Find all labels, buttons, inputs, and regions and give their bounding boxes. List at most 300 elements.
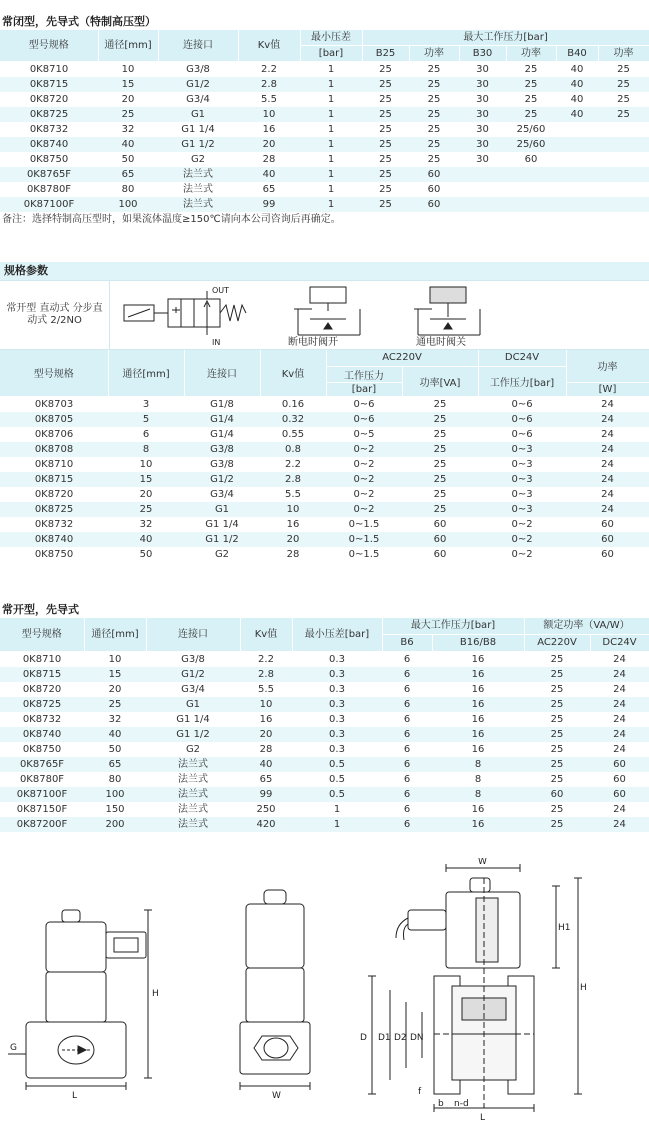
th-pow1: 功率 bbox=[409, 46, 459, 62]
table-cell: 60 bbox=[433, 518, 447, 530]
table-normally-open-direct bbox=[0, 350, 649, 562]
table-cell: 24 bbox=[613, 684, 626, 695]
table-cell: 24 bbox=[601, 458, 614, 470]
table-cell: 25 bbox=[409, 107, 459, 122]
table-cell: 60 bbox=[409, 197, 459, 212]
table-cell: G3/8 bbox=[184, 442, 260, 457]
table-cell: 25 bbox=[362, 77, 409, 92]
table-cell: 法兰式 bbox=[146, 817, 240, 832]
table-cell: 1 bbox=[327, 94, 335, 105]
table-cell: 20 bbox=[238, 137, 300, 152]
table-cell: 0~6 bbox=[326, 412, 402, 427]
table-cell: 25 bbox=[524, 757, 590, 772]
table-cell: 0K8780F bbox=[26, 184, 72, 195]
table-cell: 60 bbox=[409, 167, 459, 182]
table-cell: G1/2 bbox=[146, 667, 240, 682]
table-cell: 25 bbox=[598, 107, 649, 122]
table-cell: 40 bbox=[556, 77, 598, 92]
caption-close: 通电时阀关 bbox=[416, 337, 466, 348]
table-cell: 0~6 bbox=[478, 412, 566, 427]
table-cell: 0~2 bbox=[511, 548, 533, 560]
table-cell: 60 bbox=[590, 757, 649, 772]
table-row bbox=[0, 92, 649, 107]
table-cell: 0~1.5 bbox=[348, 518, 380, 530]
th3-model: 型号规格 bbox=[0, 618, 84, 652]
table-cell: 0K8710 bbox=[22, 654, 62, 665]
table-cell: 0K8740 bbox=[0, 727, 84, 742]
table-cell: 0K8710 bbox=[34, 458, 74, 470]
table-cell: 1 bbox=[327, 64, 335, 75]
table-row bbox=[0, 457, 649, 472]
table-cell: 0K8750 bbox=[34, 548, 74, 560]
table-cell: 25 bbox=[402, 472, 478, 487]
table-cell: 0K8708 bbox=[0, 442, 108, 457]
table-cell: G1 bbox=[146, 697, 240, 712]
section-3-title: 常开型，先导式 bbox=[2, 603, 79, 616]
table-cell: 16 bbox=[262, 124, 276, 135]
table-cell: 25 bbox=[550, 774, 564, 785]
table-cell: G1/8 bbox=[210, 398, 234, 410]
th-kv: Kv值 bbox=[238, 30, 300, 62]
table-row bbox=[0, 396, 649, 412]
table-cell: 40 bbox=[238, 167, 300, 182]
table-cell: 0~6 bbox=[511, 398, 533, 410]
spec-pictures bbox=[110, 281, 649, 349]
table-cell: 0K8750 bbox=[29, 154, 69, 165]
label-W-front: W bbox=[272, 1091, 281, 1101]
table-cell: G1/2 bbox=[184, 472, 260, 487]
table-cell: 6 bbox=[142, 428, 150, 440]
table-cell: 60 bbox=[601, 548, 614, 560]
table-cell: 20 bbox=[121, 94, 135, 105]
table-cell: 25 bbox=[402, 442, 478, 457]
table-cell: 0.3 bbox=[292, 667, 382, 682]
table-cell: 10 bbox=[240, 697, 292, 712]
table-row bbox=[0, 167, 649, 182]
th-model: 型号规格 bbox=[0, 30, 98, 62]
table-cell: 100 bbox=[98, 197, 158, 212]
table-cell: 40 bbox=[570, 64, 584, 75]
table-row bbox=[0, 197, 649, 212]
table-cell: 6 bbox=[382, 817, 432, 832]
table-cell: 25 bbox=[427, 94, 441, 105]
table-cell: 25 bbox=[409, 77, 459, 92]
table-row bbox=[0, 502, 649, 517]
table-cell: 60 bbox=[433, 548, 447, 560]
th-pow2: 功率 bbox=[506, 46, 556, 62]
table-cell: 24 bbox=[566, 442, 649, 457]
table-cell: 60 bbox=[566, 532, 649, 547]
table-row bbox=[0, 547, 649, 562]
table-cell: 2.2 bbox=[261, 64, 277, 75]
table-cell bbox=[506, 167, 556, 182]
table-cell: 65 bbox=[259, 774, 273, 785]
table-cell: 0~3 bbox=[478, 442, 566, 457]
table-cell: 0~6 bbox=[353, 398, 375, 410]
table-cell: 0K8732 bbox=[29, 124, 69, 135]
table-row bbox=[0, 122, 649, 137]
table-cell bbox=[459, 197, 506, 212]
table-cell: G1 1/2 bbox=[146, 727, 240, 742]
table-cell: 0K8715 bbox=[0, 77, 98, 92]
table-cell: 200 bbox=[84, 817, 146, 832]
table-cell: 5.5 bbox=[261, 94, 277, 105]
table-cell: 5.5 bbox=[285, 488, 301, 500]
table-cell: 25 bbox=[379, 154, 392, 165]
table-cell: 16 bbox=[432, 667, 524, 682]
valve-section-view-icon bbox=[360, 858, 587, 1122]
table-cell: 0K8720 bbox=[29, 94, 69, 105]
table-cell: 25 bbox=[379, 124, 392, 135]
table-cell: 0K8740 bbox=[0, 137, 98, 152]
table-cell: 1 bbox=[327, 124, 335, 135]
table-cell: 16 bbox=[286, 518, 300, 530]
table-cell: 25 bbox=[598, 77, 649, 92]
table-cell: 0~2 bbox=[326, 472, 402, 487]
th3-conn: 连接口 bbox=[146, 618, 240, 652]
table-cell: 28 bbox=[286, 548, 300, 560]
drawings-svg bbox=[0, 858, 649, 1122]
table-row bbox=[0, 532, 649, 547]
th3-dia: 通径[mm] bbox=[84, 618, 146, 652]
table-cell: 25 bbox=[362, 107, 409, 122]
table-cell: G1 1/2 bbox=[184, 532, 260, 547]
table-cell: 6 bbox=[403, 684, 411, 695]
table-cell: 0.55 bbox=[281, 428, 305, 440]
section-2 bbox=[0, 262, 649, 562]
table-cell: 25 bbox=[524, 697, 590, 712]
table-cell: 25 bbox=[84, 697, 146, 712]
table-cell: 20 bbox=[260, 532, 326, 547]
symbol-out-label: OUT bbox=[212, 286, 230, 295]
table-cell: 25 bbox=[427, 154, 441, 165]
table-cell: 25 bbox=[362, 197, 409, 212]
table-cell: 24 bbox=[566, 412, 649, 427]
table-cell: 20 bbox=[139, 488, 153, 500]
label-H1: H1 bbox=[558, 923, 571, 933]
table-cell: G1 1/4 bbox=[181, 124, 215, 135]
table-cell: 60 bbox=[613, 774, 626, 785]
th3-dc: DC24V bbox=[590, 635, 649, 652]
table-cell: 25 bbox=[506, 107, 556, 122]
table-cell: 100 bbox=[84, 787, 146, 802]
table-cell: 0.3 bbox=[292, 727, 382, 742]
table-cell: 25 bbox=[362, 137, 409, 152]
table-cell: 0~1.5 bbox=[326, 532, 402, 547]
table-cell: 24 bbox=[601, 428, 614, 440]
table-cell: 2.2 bbox=[258, 654, 274, 665]
section-3 bbox=[0, 602, 649, 832]
table-cell: 16 bbox=[259, 714, 273, 725]
table-cell: 0K8720 bbox=[34, 488, 74, 500]
table-cell: 30 bbox=[476, 124, 489, 135]
table-cell: G2 bbox=[214, 548, 230, 560]
table-cell: 30 bbox=[459, 77, 506, 92]
table-cell: 0~3 bbox=[511, 458, 533, 470]
table-cell: 1 bbox=[300, 137, 362, 152]
label-G: G bbox=[10, 1043, 17, 1053]
table-cell: 40 bbox=[240, 757, 292, 772]
table-cell: 25 bbox=[379, 94, 392, 105]
th2-pow-va: 功率[VA] bbox=[402, 366, 478, 396]
table-cell: G3/8 bbox=[181, 654, 205, 665]
table-cell: 60 bbox=[524, 787, 590, 802]
table-cell: 0K8725 bbox=[0, 107, 98, 122]
table-cell: 0.3 bbox=[329, 714, 345, 725]
th-b30: B30 bbox=[459, 46, 506, 62]
table-cell: 0K8706 bbox=[34, 428, 74, 440]
th-minp-unit: [bar] bbox=[300, 46, 362, 62]
spec-panel bbox=[0, 280, 649, 350]
table-cell: 28 bbox=[259, 744, 273, 755]
section-2-title: 规格参数 bbox=[0, 262, 649, 280]
table-cell: 15 bbox=[84, 667, 146, 682]
table-cell: 10 bbox=[108, 654, 122, 665]
table-cell: 25 bbox=[379, 64, 392, 75]
note-high-temp: 备注：选择特制高压型时，如果流体温度≥150℃请向本公司咨询后再确定。 bbox=[2, 214, 341, 225]
table-cell: 60 bbox=[601, 518, 614, 530]
table-cell: 65 bbox=[84, 757, 146, 772]
table-cell: G1 1/4 bbox=[176, 714, 210, 725]
table-cell: 25 bbox=[506, 77, 556, 92]
table-cell: 30 bbox=[459, 107, 506, 122]
th2-wp1-unit: [bar] bbox=[326, 382, 402, 396]
table-cell: 25 bbox=[524, 667, 590, 682]
table-cell: 24 bbox=[601, 398, 614, 410]
table-cell bbox=[506, 197, 556, 212]
table-cell: 25 bbox=[409, 137, 459, 152]
table-cell: 0.3 bbox=[329, 684, 345, 695]
label-W-top: W bbox=[478, 858, 487, 867]
th-conn: 连接口 bbox=[158, 30, 238, 62]
table-cell: 0~2 bbox=[326, 502, 402, 517]
table-cell: 25 bbox=[362, 167, 409, 182]
table-cell: 1 bbox=[300, 197, 362, 212]
table-normally-open-pilot bbox=[0, 618, 649, 832]
table-row bbox=[0, 152, 649, 167]
table-cell bbox=[598, 122, 649, 137]
table-cell: 0K8703 bbox=[34, 398, 74, 410]
label-H-left: H bbox=[152, 989, 159, 999]
table-row bbox=[0, 757, 649, 772]
table-cell: 16 bbox=[471, 654, 485, 665]
table-cell: G1 1/4 bbox=[205, 518, 239, 530]
table-cell: 0K8705 bbox=[0, 412, 108, 427]
th2-kv: Kv值 bbox=[260, 350, 326, 396]
th-b40: B40 bbox=[556, 46, 598, 62]
table-cell: 1 bbox=[300, 107, 362, 122]
table-cell: 0.3 bbox=[329, 654, 345, 665]
caption-open: 断电时阀开 bbox=[288, 337, 338, 348]
table-cell: 0K87100F bbox=[0, 197, 98, 212]
table-row bbox=[0, 802, 649, 817]
table-row bbox=[0, 772, 649, 787]
table-row bbox=[0, 727, 649, 742]
table-cell: 24 bbox=[613, 654, 626, 665]
table-cell: 0~5 bbox=[353, 428, 375, 440]
table-cell: 0K8720 bbox=[22, 684, 62, 695]
table-cell: 6 bbox=[382, 757, 432, 772]
technical-drawings bbox=[0, 858, 649, 1122]
table-cell: 0K8732 bbox=[34, 518, 74, 530]
table-cell: 0.16 bbox=[281, 398, 305, 410]
table-cell: 25 bbox=[550, 744, 564, 755]
table-cell: 24 bbox=[590, 697, 649, 712]
th2-model: 型号规格 bbox=[0, 350, 108, 396]
table-cell: 法兰式 bbox=[178, 774, 208, 785]
label-D1: D1 bbox=[378, 1033, 391, 1043]
table-cell: 28 bbox=[262, 154, 276, 165]
valve-symbol-icon bbox=[118, 283, 268, 347]
table-cell: 60 bbox=[524, 154, 538, 165]
label-D: D bbox=[360, 1033, 367, 1043]
table-cell: 32 bbox=[121, 124, 135, 135]
table-cell: 0.5 bbox=[292, 787, 382, 802]
table-cell: G1/4 bbox=[210, 428, 234, 440]
table-cell: 法兰式 bbox=[146, 787, 240, 802]
th-b25: B25 bbox=[362, 46, 409, 62]
table-cell: 40 bbox=[98, 137, 158, 152]
table-row bbox=[0, 742, 649, 757]
table-cell bbox=[598, 182, 649, 197]
table-cell: G1 bbox=[184, 502, 260, 517]
table-cell: G2 bbox=[190, 154, 206, 165]
table-cell: 0K8780F bbox=[19, 774, 65, 785]
table-cell: 24 bbox=[566, 502, 649, 517]
th2-pow: 功率 bbox=[566, 350, 649, 382]
section-1-title: 常闭型，先导式（特制高压型） bbox=[2, 15, 156, 28]
table-cell: 24 bbox=[613, 804, 626, 815]
table-cell: G1 1/2 bbox=[158, 137, 238, 152]
th2-wp1: 工作压力 bbox=[326, 366, 402, 382]
table-cell: 32 bbox=[139, 518, 153, 530]
table-cell: 10 bbox=[238, 107, 300, 122]
table-row bbox=[0, 682, 649, 697]
table-cell: 0K8715 bbox=[0, 667, 84, 682]
table-cell: 10 bbox=[139, 458, 153, 470]
table-cell: 6 bbox=[403, 654, 411, 665]
table-row bbox=[0, 77, 649, 92]
table-cell bbox=[459, 182, 506, 197]
table-cell: 30 bbox=[476, 94, 489, 105]
table-cell: 20 bbox=[108, 684, 122, 695]
th3-ac: AC220V bbox=[524, 635, 590, 652]
table-cell: 80 bbox=[108, 774, 122, 785]
table-cell: 8 bbox=[432, 787, 524, 802]
table-cell: 1 bbox=[292, 817, 382, 832]
th3-kv: Kv值 bbox=[240, 618, 292, 652]
table-cell: 50 bbox=[108, 744, 122, 755]
table-cell: 16 bbox=[432, 727, 524, 742]
table-cell: 1 bbox=[327, 154, 335, 165]
table-cell: 15 bbox=[108, 472, 184, 487]
table-row bbox=[0, 697, 649, 712]
table-cell: G1 bbox=[158, 107, 238, 122]
table-cell: 0K87100F bbox=[0, 787, 84, 802]
table-cell bbox=[598, 197, 649, 212]
table-cell: 25 bbox=[402, 412, 478, 427]
table-row bbox=[0, 427, 649, 442]
table-cell: 40 bbox=[556, 107, 598, 122]
table-cell: 16 bbox=[471, 714, 485, 725]
table-cell: 0K8725 bbox=[0, 502, 108, 517]
table-cell: 30 bbox=[476, 154, 489, 165]
table-cell: 6 bbox=[403, 804, 411, 815]
table-cell: G1/2 bbox=[158, 77, 238, 92]
table-cell: 40 bbox=[108, 532, 184, 547]
table-cell: 16 bbox=[471, 684, 485, 695]
table-cell: 0K8710 bbox=[29, 64, 69, 75]
table-cell: G3/4 bbox=[186, 94, 210, 105]
table-row bbox=[0, 182, 649, 197]
table-cell: 0~3 bbox=[478, 472, 566, 487]
table-cell: 0.3 bbox=[329, 744, 345, 755]
table-cell: 6 bbox=[403, 744, 411, 755]
table-cell: 25 bbox=[98, 107, 158, 122]
table-cell: 25 bbox=[550, 654, 564, 665]
table-cell: 60 bbox=[590, 787, 649, 802]
table-cell: 法兰式 bbox=[183, 184, 213, 195]
th3-rated: 额定功率（VA/W） bbox=[524, 618, 649, 635]
table-cell: 16 bbox=[432, 697, 524, 712]
table-cell: 25 bbox=[433, 428, 447, 440]
table-cell: 25 bbox=[433, 458, 447, 470]
table-cell bbox=[598, 137, 649, 152]
table-cell: 0.5 bbox=[329, 774, 345, 785]
table-cell: 法兰式 bbox=[158, 197, 238, 212]
table-cell: 50 bbox=[121, 154, 135, 165]
table-cell: 10 bbox=[121, 64, 135, 75]
table-cell: 0~3 bbox=[478, 502, 566, 517]
th-minp: 最小压差 bbox=[300, 30, 362, 46]
table-cell: 0K8715 bbox=[0, 472, 108, 487]
th2-conn: 连接口 bbox=[184, 350, 260, 396]
table-cell: 50 bbox=[139, 548, 153, 560]
th3-b16: B16/B8 bbox=[432, 635, 524, 652]
th3-maxp: 最大工作压力[bar] bbox=[382, 618, 524, 635]
table-cell: 24 bbox=[590, 667, 649, 682]
table-cell: 99 bbox=[240, 787, 292, 802]
table-cell: 8 bbox=[474, 774, 482, 785]
table-cell: G2 bbox=[185, 744, 201, 755]
table-cell: 0~2 bbox=[478, 532, 566, 547]
table-cell: 6 bbox=[382, 667, 432, 682]
table-cell bbox=[556, 122, 598, 137]
label-f: f bbox=[418, 1087, 422, 1097]
table-cell: 150 bbox=[105, 804, 125, 815]
table-cell: 99 bbox=[238, 197, 300, 212]
table-cell: 25 bbox=[433, 488, 447, 500]
table-cell: 60 bbox=[427, 184, 441, 195]
table-cell: 25/60 bbox=[506, 137, 556, 152]
table-cell: 0~2 bbox=[353, 488, 375, 500]
table-normally-closed-hp bbox=[0, 30, 649, 212]
th-pow3: 功率 bbox=[598, 46, 649, 62]
table-cell: 25 bbox=[379, 184, 392, 195]
section-1 bbox=[0, 14, 649, 227]
table-cell: 6 bbox=[382, 727, 432, 742]
th-dia: 通径[mm] bbox=[98, 30, 158, 62]
table-cell: 16 bbox=[471, 744, 485, 755]
table-cell: 420 bbox=[240, 817, 292, 832]
table-row bbox=[0, 107, 649, 122]
table-cell: 24 bbox=[613, 714, 626, 725]
table-cell: 25 bbox=[550, 684, 564, 695]
table-cell: 80 bbox=[121, 184, 135, 195]
table-cell: 法兰式 bbox=[158, 167, 238, 182]
label-L: L bbox=[72, 1091, 78, 1101]
table-cell bbox=[556, 152, 598, 167]
